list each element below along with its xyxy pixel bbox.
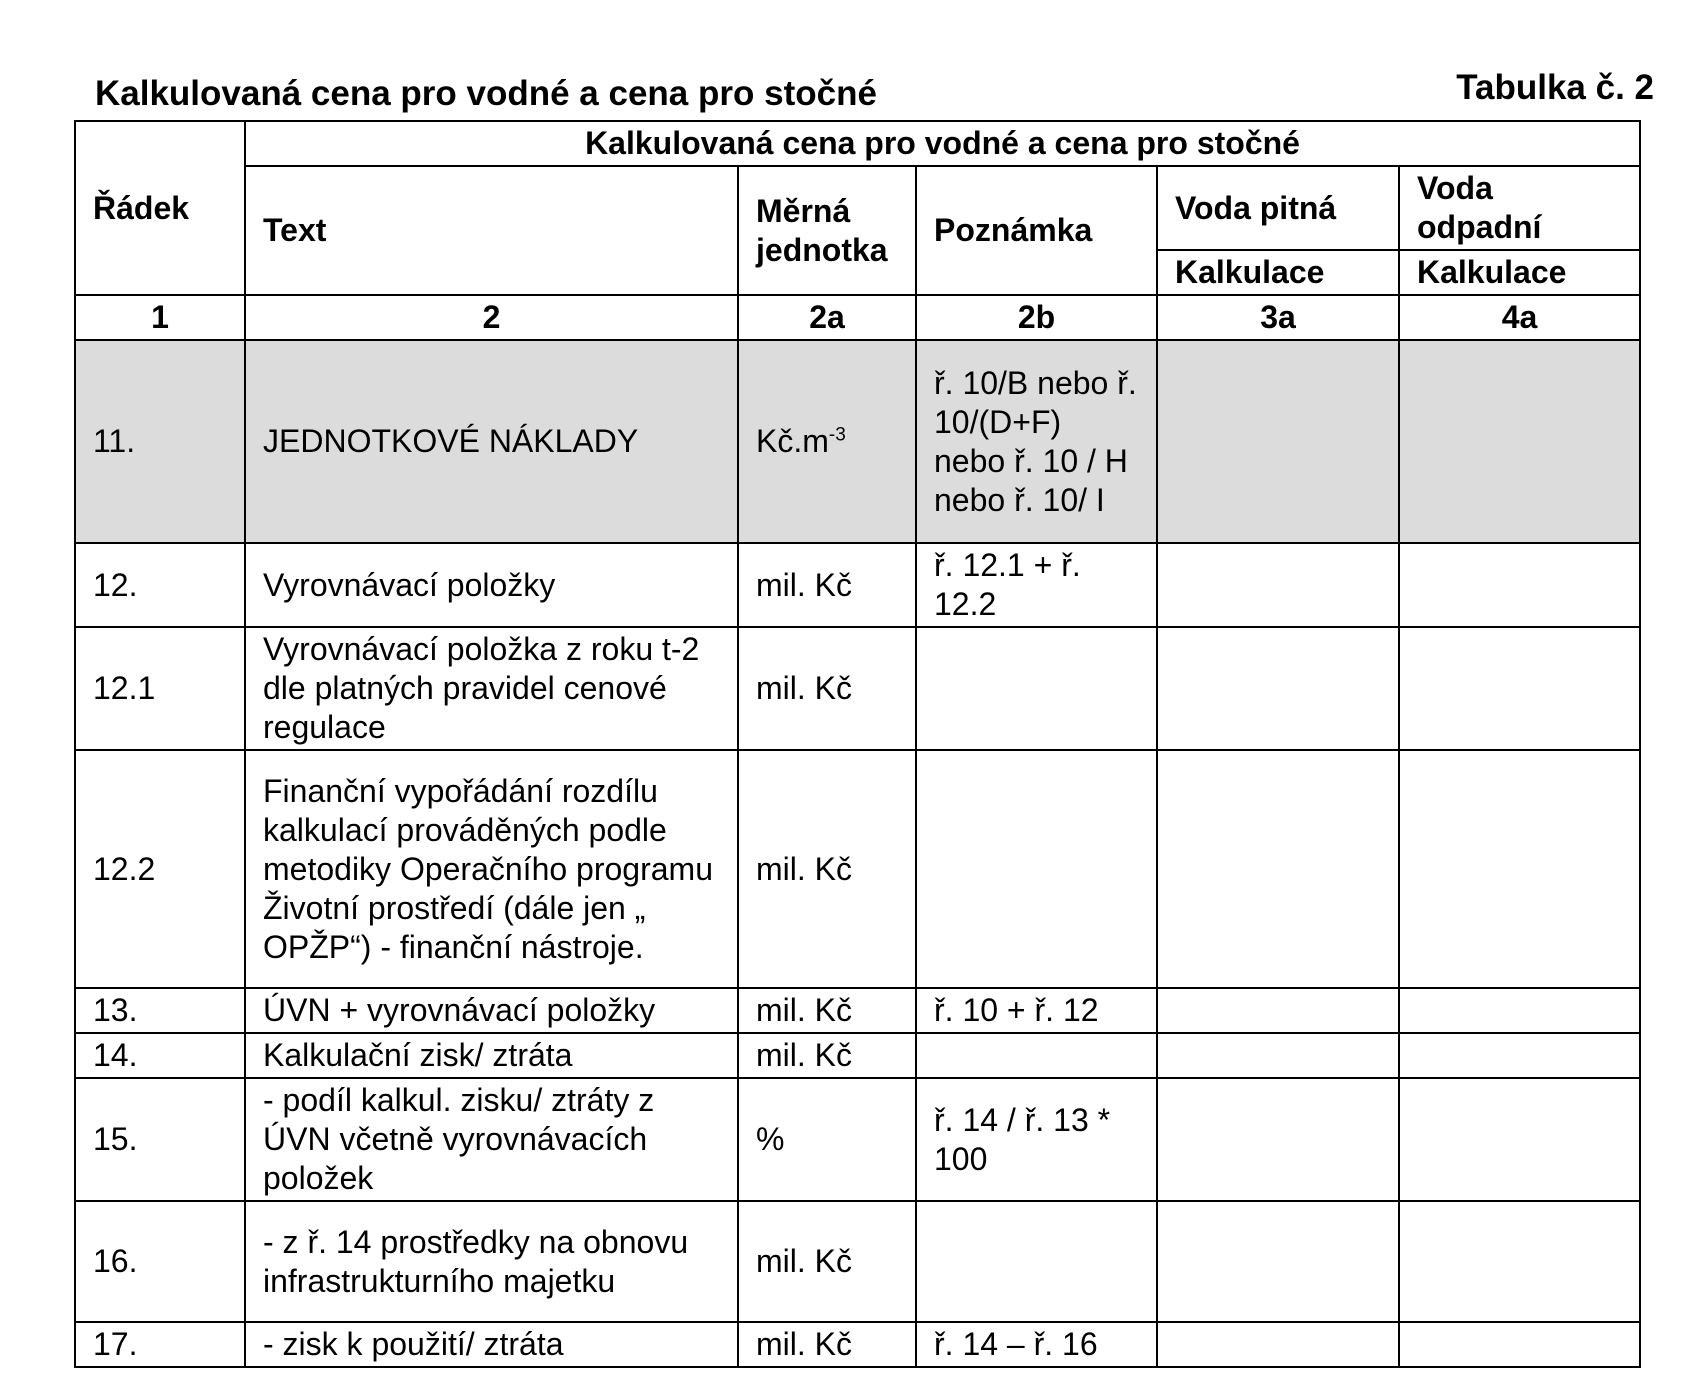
header-note: Poznámka: [916, 166, 1157, 295]
row-note: [916, 1033, 1157, 1078]
header-water-waste: Voda odpadní: [1399, 166, 1640, 250]
document-title: Kalkulovaná cena pro vodné a cena pro stočné: [95, 74, 877, 113]
row-waste-value[interactable]: [1399, 1078, 1640, 1201]
row-drinking-value[interactable]: [1157, 543, 1399, 627]
column-index-2b: 2b: [916, 295, 1157, 340]
table-row: [75, 1201, 1640, 1322]
row-text: - zisk k použití/ ztráta: [245, 1322, 738, 1367]
row-waste-value[interactable]: [1399, 750, 1640, 988]
header-text: Text: [245, 166, 738, 295]
row-note: [916, 1201, 1157, 1322]
header-row-columns: [75, 166, 1640, 250]
table-row: [75, 1033, 1640, 1078]
row-unit: mil. Kč: [738, 1201, 916, 1322]
row-drinking-value[interactable]: [1157, 750, 1399, 988]
header-row-label: Řádek: [75, 121, 245, 295]
row-unit: mil. Kč: [738, 988, 916, 1033]
row-number: 17.: [75, 1322, 245, 1367]
row-number: 16.: [75, 1201, 245, 1322]
row-drinking-value[interactable]: [1157, 988, 1399, 1033]
table-row: [75, 627, 1640, 750]
header-row-top: [75, 121, 1640, 166]
calculation-table: [74, 120, 1641, 1368]
row-drinking-value[interactable]: [1157, 340, 1399, 543]
table-number: Tabulka č. 2: [1456, 68, 1654, 107]
unit-exponent: -3: [828, 424, 846, 446]
table-row: [75, 988, 1640, 1033]
row-waste-value[interactable]: [1399, 1201, 1640, 1322]
row-note: [916, 627, 1157, 750]
row-waste-value[interactable]: [1399, 340, 1640, 543]
row-number: 13.: [75, 988, 245, 1033]
row-text: - z ř. 14 prostředky na obnovu infrastrukturního majetku: [245, 1201, 738, 1322]
row-waste-value[interactable]: [1399, 627, 1640, 750]
column-index-1: 1: [75, 295, 245, 340]
row-text: JEDNOTKOVÉ NÁKLADY: [245, 340, 738, 543]
row-unit: mil. Kč: [738, 750, 916, 988]
row-text: ÚVN + vyrovnávací položky: [245, 988, 738, 1033]
column-index-4a: 4a: [1399, 295, 1640, 340]
row-text: Vyrovnávací položky: [245, 543, 738, 627]
row-text: Kalkulační zisk/ ztráta: [245, 1033, 738, 1078]
unit-base: Kč.m: [756, 423, 829, 459]
row-number: 15.: [75, 1078, 245, 1201]
row-waste-value[interactable]: [1399, 543, 1640, 627]
row-unit: mil. Kč: [738, 1033, 916, 1078]
column-index-2: 2: [245, 295, 738, 340]
row-drinking-value[interactable]: [1157, 1033, 1399, 1078]
table-row: [75, 340, 1640, 543]
row-number: 12.1: [75, 627, 245, 750]
header-unit: Měrná jednotka: [738, 166, 916, 295]
row-note: ř. 14 – ř. 16: [916, 1322, 1157, 1367]
table-row: [75, 1322, 1640, 1367]
row-drinking-value[interactable]: [1157, 627, 1399, 750]
row-waste-value[interactable]: [1399, 988, 1640, 1033]
column-index-row: [75, 295, 1640, 340]
row-note: ř. 14 / ř. 13 * 100: [916, 1078, 1157, 1201]
row-unit: mil. Kč: [738, 1322, 916, 1367]
row-text: - podíl kalkul. zisku/ ztráty z ÚVN včetně vyrovnávacích položek: [245, 1078, 738, 1201]
row-drinking-value[interactable]: [1157, 1201, 1399, 1322]
header-calc-drinking: Kalkulace: [1157, 250, 1399, 295]
column-index-3a: 3a: [1157, 295, 1399, 340]
row-waste-value[interactable]: [1399, 1322, 1640, 1367]
row-waste-value[interactable]: [1399, 1033, 1640, 1078]
row-drinking-value[interactable]: [1157, 1078, 1399, 1201]
row-number: 11.: [75, 340, 245, 543]
header-calc-waste: Kalkulace: [1399, 250, 1640, 295]
column-index-2a: 2a: [738, 295, 916, 340]
row-drinking-value[interactable]: [1157, 1322, 1399, 1367]
row-note: ř. 10 + ř. 12: [916, 988, 1157, 1033]
row-note: ř. 12.1 + ř. 12.2: [916, 543, 1157, 627]
row-note: [916, 750, 1157, 988]
row-number: 12.2: [75, 750, 245, 988]
row-text: Vyrovnávací položka z roku t-2 dle platných pravidel cenové regulace: [245, 627, 738, 750]
row-text: Finanční vypořádání rozdílu kalkulací prováděných podle metodiky Operačního programu Životní prostředí (dále jen „ OPŽP“) - finanční nástroje.: [245, 750, 738, 988]
row-unit: %: [738, 1078, 916, 1201]
table-row: [75, 543, 1640, 627]
table-row: [75, 1078, 1640, 1201]
row-unit: [738, 340, 916, 543]
row-unit: mil. Kč: [738, 543, 916, 627]
header-water-drinking: Voda pitná: [1157, 166, 1399, 250]
row-number: 12.: [75, 543, 245, 627]
table-row: [75, 750, 1640, 988]
header-group-label: Kalkulovaná cena pro vodné a cena pro stočné: [245, 121, 1640, 166]
row-unit: mil. Kč: [738, 627, 916, 750]
row-note: ř. 10/B nebo ř. 10/(D+F) nebo ř. 10 / H nebo ř. 10/ I: [916, 340, 1157, 543]
row-number: 14.: [75, 1033, 245, 1078]
